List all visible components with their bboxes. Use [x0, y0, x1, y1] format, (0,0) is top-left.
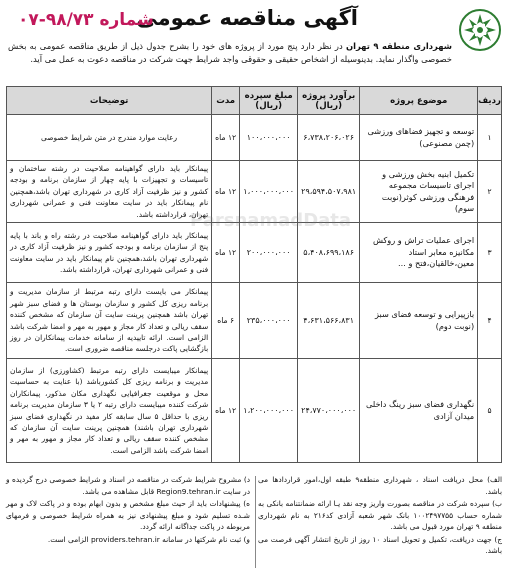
footer-note: ج) جهت دریافت، تکمیل و تحویل اسناد ۱۰ روز از تاریخ انتشار آگهی فرصت می باشد. — [258, 534, 502, 555]
project-estimate: ۵،۴۰۸،۶۹۹،۱۸۶ — [298, 223, 360, 283]
intro-text: در نظر دارد پنج مورد از پروژه های خود را بشرح جدول ذیل از طریق مناقصه عمومی به بخش خصوصی واگذار نماید. بدینوسیله از اشخاص حقیقی و حقوقی واجد شرایط جهت شرکت در مناقصه دعوت به عمل می آید. — [8, 41, 452, 64]
project-notes: پیمانکار میبایست دارای رتبه مرتبط (کشاورزی) از سازمان مدیریت و برنامه ریزی کل کشورباشد (با عنایت به حساسیت محل و موقعیت جغرافیایی نگهداری مکان مذکور، پیمانکاران شرکت کننده میبایست دارای رتبه ۲ یا ۳ سازمان مدیریت برنامه ریزی با حداقل ۵ سال سابقه کار مفید در نگهداری فضای سبز شهرداری تهران باشند) همچنین پرینت سایت آن سازمان که مشخص کننده سقف ریالی و تعداد کار مجاز و مهور به مهر و امضا شرکت باشد الزامی است. — [7, 359, 212, 463]
row-number: ۴ — [478, 283, 502, 359]
project-estimate: ۴،۶۳۱،۵۶۶،۸۳۱ — [298, 283, 360, 359]
project-duration: ۱۲ ماه — [212, 223, 240, 283]
col-header-estimate: برآورد پروژه (ریال) — [298, 87, 360, 115]
project-deposit: ۱۰۰،۰۰۰،۰۰۰ — [240, 115, 298, 161]
project-notes: رعایت موارد مندرج در متن شرایط خصوصی — [7, 115, 212, 161]
tender-number: شماره ۹۸/۷۳-۰۷ — [18, 10, 154, 30]
project-notes: پیمانکار می بایست دارای رتبه مرتبط از سازمان مدیریت و برنامه ریزی کل کشور و سازمان بوستان ها و فضای سبز شهر تهران باشد همچنین پرینت سایت آن سازمان که مشخص کننده سقف ریالی و تعداد کار مجاز و مهور به مهر و امضا شرکت باشد الزامی است. ارائه تاییدیه از سامانه خدمات پیمانکاران در روز بازگشایی پاکت درجلسه مناقصه ضروری است. — [7, 283, 212, 359]
col-header-row: ردیف — [478, 87, 502, 115]
project-subject: نگهداری فضای سبز رینگ داخلی میدان آزادی — [360, 359, 478, 463]
footer-notes-right — [258, 474, 502, 558]
projects-table — [6, 86, 502, 463]
project-subject: بازپیرایی و توسعه فضای سبز (نوبت دوم) — [360, 283, 478, 359]
table-header-row — [7, 87, 502, 115]
project-notes: پیمانکار باید دارای گواهینامه صلاحیت در رشته ساختمان و تاسیسات و تجهیزات با پایه چهار از سازمان برنامه و بودجه کشور و نیز ظرفیت آزاد کاری در شهرداری تهران باشد،همچنین نام پیمانکار باید در سایت معاونت فنی و عمرانی شهرداری تهران، قرارداشته باشد. — [7, 161, 212, 223]
col-header-notes: توضیحات — [7, 87, 212, 115]
project-deposit: ۱،۰۰۰،۰۰۰،۰۰۰ — [240, 161, 298, 223]
col-header-duration: مدت — [212, 87, 240, 115]
row-number: ۵ — [478, 359, 502, 463]
project-duration: ۱۲ ماه — [212, 115, 240, 161]
project-deposit: ۲۰۰،۰۰۰،۰۰۰ — [240, 223, 298, 283]
table-row — [7, 283, 502, 359]
col-header-deposit: مبلغ سپرده (ریال) — [240, 87, 298, 115]
row-number: ۳ — [478, 223, 502, 283]
footer-notes-left — [6, 474, 250, 546]
ad-header — [0, 4, 508, 84]
footer-note: الف) محل دریافت اسناد ، شهرداری منطقه۹ طبقه اول،امور قراردادها می باشد. — [258, 475, 503, 496]
project-subject: اجرای عملیات تراش و روکش مکانیزه معابر استاد معین،خالقیان،فتح و ... — [360, 223, 478, 283]
footer-divider — [255, 476, 256, 568]
table-row — [7, 115, 502, 161]
intro-paragraph — [8, 40, 452, 66]
project-estimate: ۶،۷۳۸،۲۰۶،۰۲۶ — [298, 115, 360, 161]
footer-notes — [6, 474, 502, 572]
project-deposit: ۱،۲۰۰،۰۰۰،۰۰۰ — [240, 359, 298, 463]
col-header-subject: موضوع پروژه — [360, 87, 478, 115]
footer-note: د) مشروح شرایط شرکت در مناقصه در اسناد و شرایط خصوصی درج گردیده و در سایت Region9.tehran.ir قابل مشاهده می باشد. — [6, 475, 250, 496]
page-title: آگهی مناقصه عمومی — [136, 6, 358, 30]
project-notes: پیمانکار باید دارای گواهینامه صلاحیت در رشته راه و باند با پایه پنج از سازمان برنامه و بودجه کشور و نیز ظرفیت آزاد کاری در شهرداری تهران باشد،همچنین نام پیمانکار باید در سایت معاونت فنی و عمرانی شهرداری تهران، قرارداشته باشد. — [7, 223, 212, 283]
project-deposit: ۲۳۵،۰۰۰،۰۰۰ — [240, 283, 298, 359]
project-subject: توسعه و تجهیز فضاهای ورزشی (چمن مصنوعی) — [360, 115, 478, 161]
footer-note: ب) سپرده شرکت در مناقصه بصورت واریز وجه نقد یـا ارائه ضمانتنامه بانکی به شماره حساب ۱۰۰۲۴۹۷۷۵۵ بانک شهر شعبه آزادی کد۲۱۶ به نام شهرداری منطقه ۹ تهران مورد قبول می باشد. — [258, 499, 502, 531]
footer-note: و) ثبت نام شرکتها در سامانه providers.tehran.ir الزامی است. — [47, 534, 250, 544]
project-estimate: ۲۴،۷۷۰،۰۰۰،۰۰۰ — [298, 359, 360, 463]
table-row — [7, 223, 502, 283]
project-subject: تکمیل ابنیه بخش ورزشی و اجرای تاسیسات مجموعه فرهنگی ورزشی کوثر(نوبت سوم) — [360, 161, 478, 223]
row-number: ۲ — [478, 161, 502, 223]
project-duration: ۱۲ ماه — [212, 161, 240, 223]
project-estimate: ۲۹،۵۹۴،۵۰۷،۹۸۱ — [298, 161, 360, 223]
watermark: ParsnamadData — [190, 210, 352, 231]
table-row — [7, 161, 502, 223]
municipality-name: شهرداری منطقه ۹ تهران — [345, 41, 452, 51]
table-row — [7, 359, 502, 463]
tehran-municipality-logo-icon — [458, 8, 502, 52]
footer-note: ه) پیشنهادات باید از حیث مبلغ مشخص و بدون ابهام بوده و در پاکت لاک و مهر شـده تسلیم شود و مبلغ پیشنهادی نیز به همراه شرایط خصوصی و فرمهای مربوطه در پاکت جداگانه ارائه گردد. — [6, 499, 250, 531]
project-duration: ۶ ماه — [212, 283, 240, 359]
row-number: ۱ — [478, 115, 502, 161]
project-duration: ۱۲ ماه — [212, 359, 240, 463]
